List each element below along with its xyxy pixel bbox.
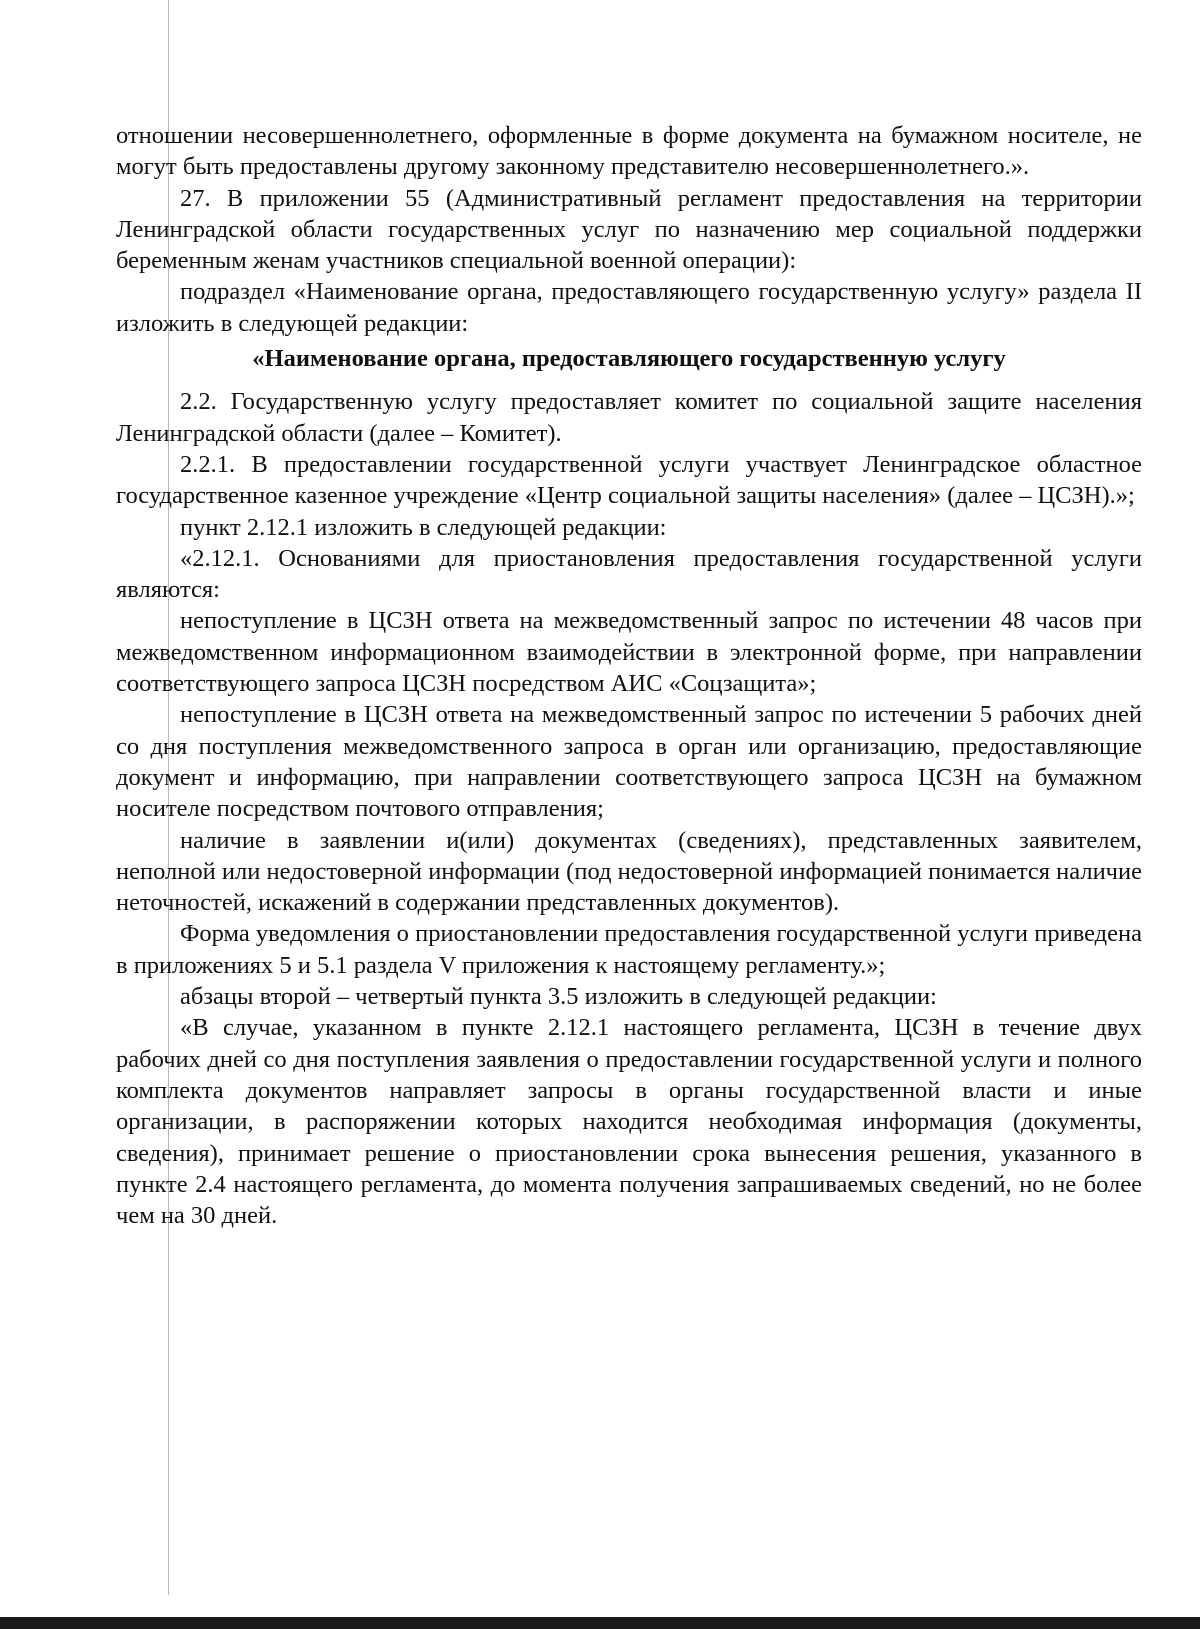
paragraph-item-27: 27. В приложении 55 (Административный регламент предоставления на территории Ленинградской области государственных услуг по назначению мер социальной поддержки беременным женам участников специальной военной операции):: [116, 184, 1142, 275]
document-page: [116, 120, 1142, 1231]
paragraph-2-12-1: «2.12.1. Основаниями для приостановления предоставления государственной услуги являются:: [116, 544, 1142, 604]
paragraph-ground-incomplete: наличие в заявлении и(или) документах (сведениях), представленных заявителем, неполной или недостоверной информации (под недостоверной информацией понимается наличие неточностей, искажений в содержании представленных документов).: [116, 826, 1142, 917]
scan-bottom-edge: [0, 1617, 1200, 1629]
paragraph-ground-paper: непоступление в ЦСЗН ответа на межведомственный запрос по истечении 5 рабочих дней со дня поступления межведомственного запроса в орган или организацию, предоставляющие документ и информацию, при направлении соответствующего запроса ЦСЗН на бумажном носителе посредством почтового отправления;: [116, 701, 1142, 823]
paragraph-continuation: отношении несовершеннолетнего, оформленные в форме документа на бумажном носителе, не могут быть предоставлены другому законному представителю несовершеннолетнего.».: [116, 122, 1142, 181]
paragraph-2-2: 2.2. Государственную услугу предоставляет комитет по социальной защите населения Ленинградской области (далее – Комитет).: [116, 388, 1142, 447]
section-heading: «Наименование органа, предоставляющего государственную услугу: [252, 345, 1006, 373]
paragraph-point-instruction: пункт 2.12.1 изложить в следующей редакции:: [180, 513, 667, 541]
paragraph-2-2-1: 2.2.1. В предоставлении государственной услуги участвует Ленинградское областное государственное казенное учреждение «Центр социальной защиты населения» (далее – ЦСЗН).»;: [116, 450, 1142, 510]
paragraph-subsection-instruction: подраздел «Наименование органа, предоставляющего государственную услугу» раздела II изложить в следующей редакции:: [116, 278, 1142, 337]
paragraph-3-5-text: «В случае, указанном в пункте 2.12.1 настоящего регламента, ЦСЗН в течение двух рабочих дней со дня поступления заявления о предоставлении государственной услуги и полного комплекта документов направляет запросы в органы государственной власти и иные организации, в распоряжении которых находится необходимая информация (документы, сведения), принимает решение о приостановлении срока вынесения решения, указанного в пункте 2.4 настоящего регламента, до момента получения запрашиваемых сведений, но не более чем на 30 дней.: [116, 1014, 1142, 1230]
paragraph-3-5-instruction: абзацы второй – четвертый пункта 3.5 изложить в следующей редакции:: [180, 983, 937, 1011]
paragraph-notification-form: Форма уведомления о приостановлении предоставления государственной услуги приведена в приложениях 5 и 5.1 раздела V приложения к настоящему регламенту.»;: [116, 920, 1142, 979]
paragraph-ground-electronic: непоступление в ЦСЗН ответа на межведомственный запрос по истечении 48 часов при межведомственном информационном взаимодействии в электронной форме, при направлении соответствующего запроса ЦСЗН посредством АИС «Соцзащита»;: [116, 607, 1142, 698]
